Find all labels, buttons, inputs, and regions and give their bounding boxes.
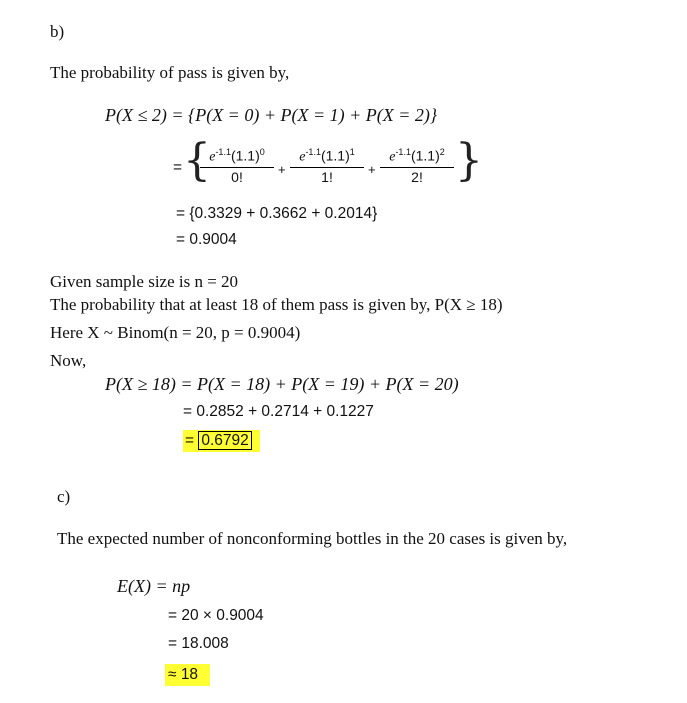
equation-np-result: = 18.008: [168, 635, 229, 652]
final-answer-c: ≈ 18: [165, 664, 210, 686]
fraction-equals: =: [173, 159, 183, 176]
equation-np: = 20 × 0.9004: [168, 607, 264, 624]
sample-size-text: Given sample size is n = 20: [50, 272, 239, 291]
equation-binom-terms: = 0.2852 + 0.2714 + 0.1227: [183, 403, 374, 420]
at-least-text: The probability that at least 18 of them pass is given by, P(X ≥ 18): [50, 295, 503, 314]
binomial-text: Here X ~ Binom(n = 20, p = 0.9004): [50, 323, 301, 342]
fraction-term-0: $\frac{e^{-1.1}(1.1)^0}{0!}$: [200, 143, 274, 186]
equation-sum-values: = {0.3329 + 0.3662 + 0.2014}: [176, 205, 378, 222]
equation-p-le-2: P(X ≤ 2) = {P(X = 0) + P(X = 1) + P(X = 2)}: [105, 105, 438, 125]
equation-expectation: E(X) = np: [117, 576, 191, 596]
part-c-label: c): [57, 487, 71, 506]
part-b-intro: The probability of pass is given by,: [50, 63, 290, 82]
now-text: Now,: [50, 351, 87, 370]
final-equals: =: [185, 432, 195, 449]
plus-sign: +: [368, 162, 376, 177]
right-brace: }: [455, 135, 483, 186]
equation-result: = 0.9004: [176, 231, 237, 248]
final-value-box: 0.6792: [198, 431, 251, 450]
plus-sign: +: [278, 162, 286, 177]
left-brace: {: [183, 135, 211, 186]
final-answer-b: [183, 430, 260, 452]
equation-p-ge-18: P(X ≥ 18) = P(X = 18) + P(X = 19) + P(X = 20): [105, 374, 459, 394]
fraction-term-1: $\frac{e^{-1.1}(1.1)^1}{1!}$: [290, 143, 364, 186]
part-c-intro: The expected number of nonconforming bottles in the 20 cases is given by,: [57, 529, 568, 548]
part-b-label: b): [50, 22, 65, 41]
fraction-term-2: $\frac{e^{-1.1}(1.1)^2}{2!}$: [380, 143, 454, 186]
